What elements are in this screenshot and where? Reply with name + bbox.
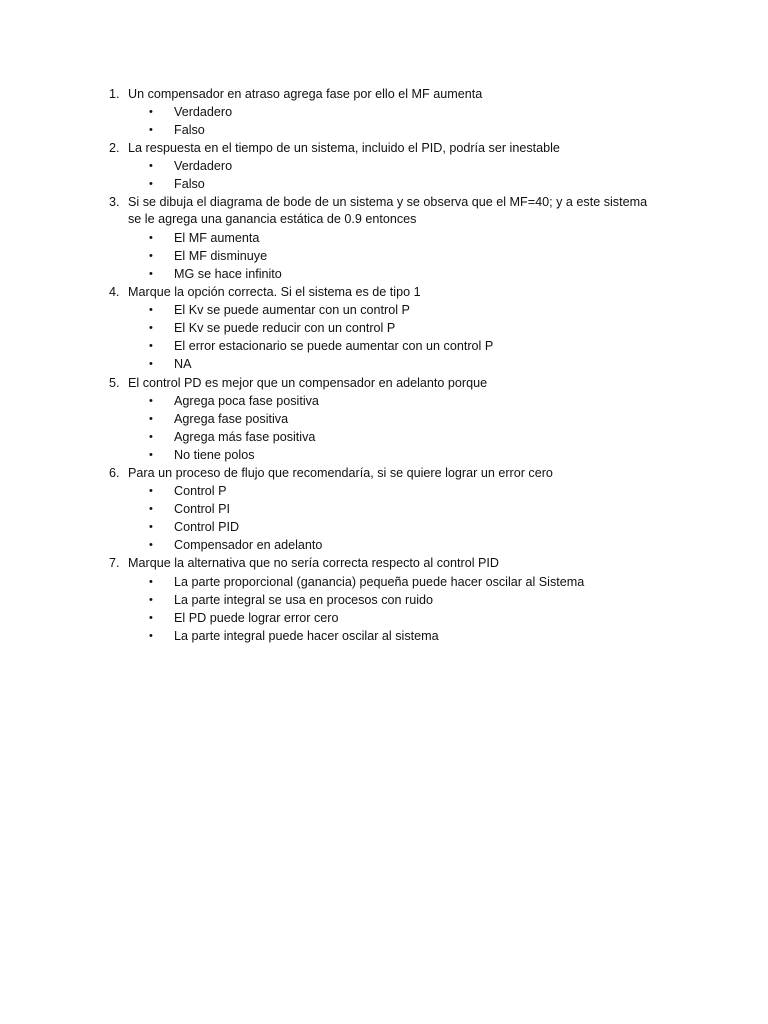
question-5 — [0, 374, 768, 464]
bullet-icon: • — [149, 521, 153, 534]
option-item — [0, 337, 768, 355]
option-text: No tiene polos — [174, 447, 255, 462]
option-text: La parte integral se usa en procesos con ruido — [174, 592, 434, 607]
bullet-icon: • — [149, 448, 153, 461]
option-item — [0, 175, 768, 193]
bullet-icon: • — [149, 231, 153, 244]
option-text: NA — [174, 357, 192, 372]
option-item — [0, 609, 768, 627]
bullet-icon: • — [149, 611, 153, 624]
question-text: Marque la alternativa que no sería correcta respecto al control PID — [128, 556, 500, 571]
bullet-icon: • — [149, 412, 153, 425]
option-text: Control PI — [174, 502, 230, 517]
question-3-line — [0, 194, 768, 229]
question-6 — [0, 464, 768, 554]
option-text: Compensador en adelanto — [174, 538, 323, 553]
bullet-icon: • — [149, 485, 153, 498]
question-number: 7. — [109, 556, 120, 571]
question-text: Si se dibuja el diagrama de bode de un sistema y se observa que el MF=40; y a este sistema se le agrega una ganancia estática de 0.9 entonces — [128, 194, 648, 227]
question-text: Marque la opción correcta. Si el sistema es de tipo 1 — [128, 285, 421, 300]
question-list — [0, 85, 768, 645]
option-item — [0, 157, 768, 175]
option-text: Falso — [174, 177, 205, 192]
question-text: La respuesta en el tiempo de un sistema, incluido el PID, podría ser inestable — [128, 141, 560, 156]
question-7 — [0, 554, 768, 644]
option-item — [0, 121, 768, 139]
option-text: El Kv se puede reducir con un control P — [174, 321, 396, 336]
option-item — [0, 500, 768, 518]
option-item — [0, 428, 768, 446]
question-text: Para un proceso de flujo que recomendaría, si se quiere lograr un error cero — [128, 465, 553, 480]
option-text: El Kv se puede aumentar con un control P — [174, 303, 410, 318]
question-1-line — [0, 85, 768, 103]
bullet-icon: • — [149, 340, 153, 353]
option-text: Verdadero — [174, 159, 233, 174]
bullet-icon: • — [149, 106, 153, 119]
option-item — [0, 518, 768, 536]
question-number: 6. — [109, 465, 120, 480]
option-text: El MF disminuye — [174, 248, 268, 263]
option-text: La parte integral puede hacer oscilar al sistema — [174, 628, 439, 643]
option-text: MG se hace infinito — [174, 266, 282, 281]
option-item — [0, 536, 768, 554]
option-item — [0, 301, 768, 319]
option-item — [0, 265, 768, 283]
bullet-icon: • — [149, 394, 153, 407]
option-text: Agrega poca fase positiva — [174, 393, 319, 408]
bullet-icon: • — [149, 124, 153, 137]
question-text: Un compensador en atraso agrega fase por ello el MF aumenta — [128, 87, 483, 101]
bullet-icon: • — [149, 322, 153, 335]
question-1 — [0, 85, 768, 139]
option-item — [0, 573, 768, 591]
option-item — [0, 247, 768, 265]
bullet-icon: • — [149, 575, 153, 588]
question-number: 1. — [109, 87, 120, 101]
question-6-line — [0, 464, 768, 482]
question-4-line — [0, 283, 768, 301]
question-3 — [0, 194, 768, 283]
option-item — [0, 103, 768, 121]
option-text: Control P — [174, 484, 227, 499]
question-text: El control PD es mejor que un compensador en adelanto porque — [128, 375, 488, 390]
option-text: Verdadero — [174, 105, 233, 120]
bullet-icon: • — [149, 304, 153, 317]
question-5-line — [0, 374, 768, 392]
option-item — [0, 319, 768, 337]
bullet-icon: • — [149, 267, 153, 280]
option-item — [0, 446, 768, 464]
question-number: 3. — [109, 194, 120, 209]
option-item — [0, 229, 768, 247]
bullet-icon: • — [149, 249, 153, 262]
bullet-icon: • — [149, 539, 153, 552]
option-text: El PD puede lograr error cero — [174, 610, 339, 625]
bullet-icon: • — [149, 358, 153, 371]
option-text: La parte proporcional (ganancia) pequeña puede hacer oscilar al Sistema — [174, 574, 585, 589]
question-2 — [0, 139, 768, 193]
bullet-icon: • — [149, 160, 153, 173]
option-text: El MF aumenta — [174, 230, 260, 245]
bullet-icon: • — [149, 593, 153, 606]
bullet-icon: • — [149, 629, 153, 642]
question-number: 4. — [109, 285, 120, 300]
option-item — [0, 627, 768, 645]
option-item — [0, 410, 768, 428]
option-text: Falso — [174, 123, 205, 138]
bullet-icon: • — [149, 178, 153, 191]
option-text: Agrega fase positiva — [174, 411, 289, 426]
option-text: El error estacionario se puede aumentar con un control P — [174, 339, 494, 354]
question-number: 5. — [109, 375, 120, 390]
question-number: 2. — [109, 141, 120, 156]
option-item — [0, 591, 768, 609]
option-item — [0, 392, 768, 410]
option-text: Agrega más fase positiva — [174, 429, 316, 444]
question-2-line — [0, 139, 768, 157]
option-text: Control PID — [174, 520, 240, 535]
question-7-line — [0, 554, 768, 572]
option-item — [0, 482, 768, 500]
bullet-icon: • — [149, 503, 153, 516]
option-item — [0, 355, 768, 373]
question-4 — [0, 283, 768, 373]
bullet-icon: • — [149, 430, 153, 443]
